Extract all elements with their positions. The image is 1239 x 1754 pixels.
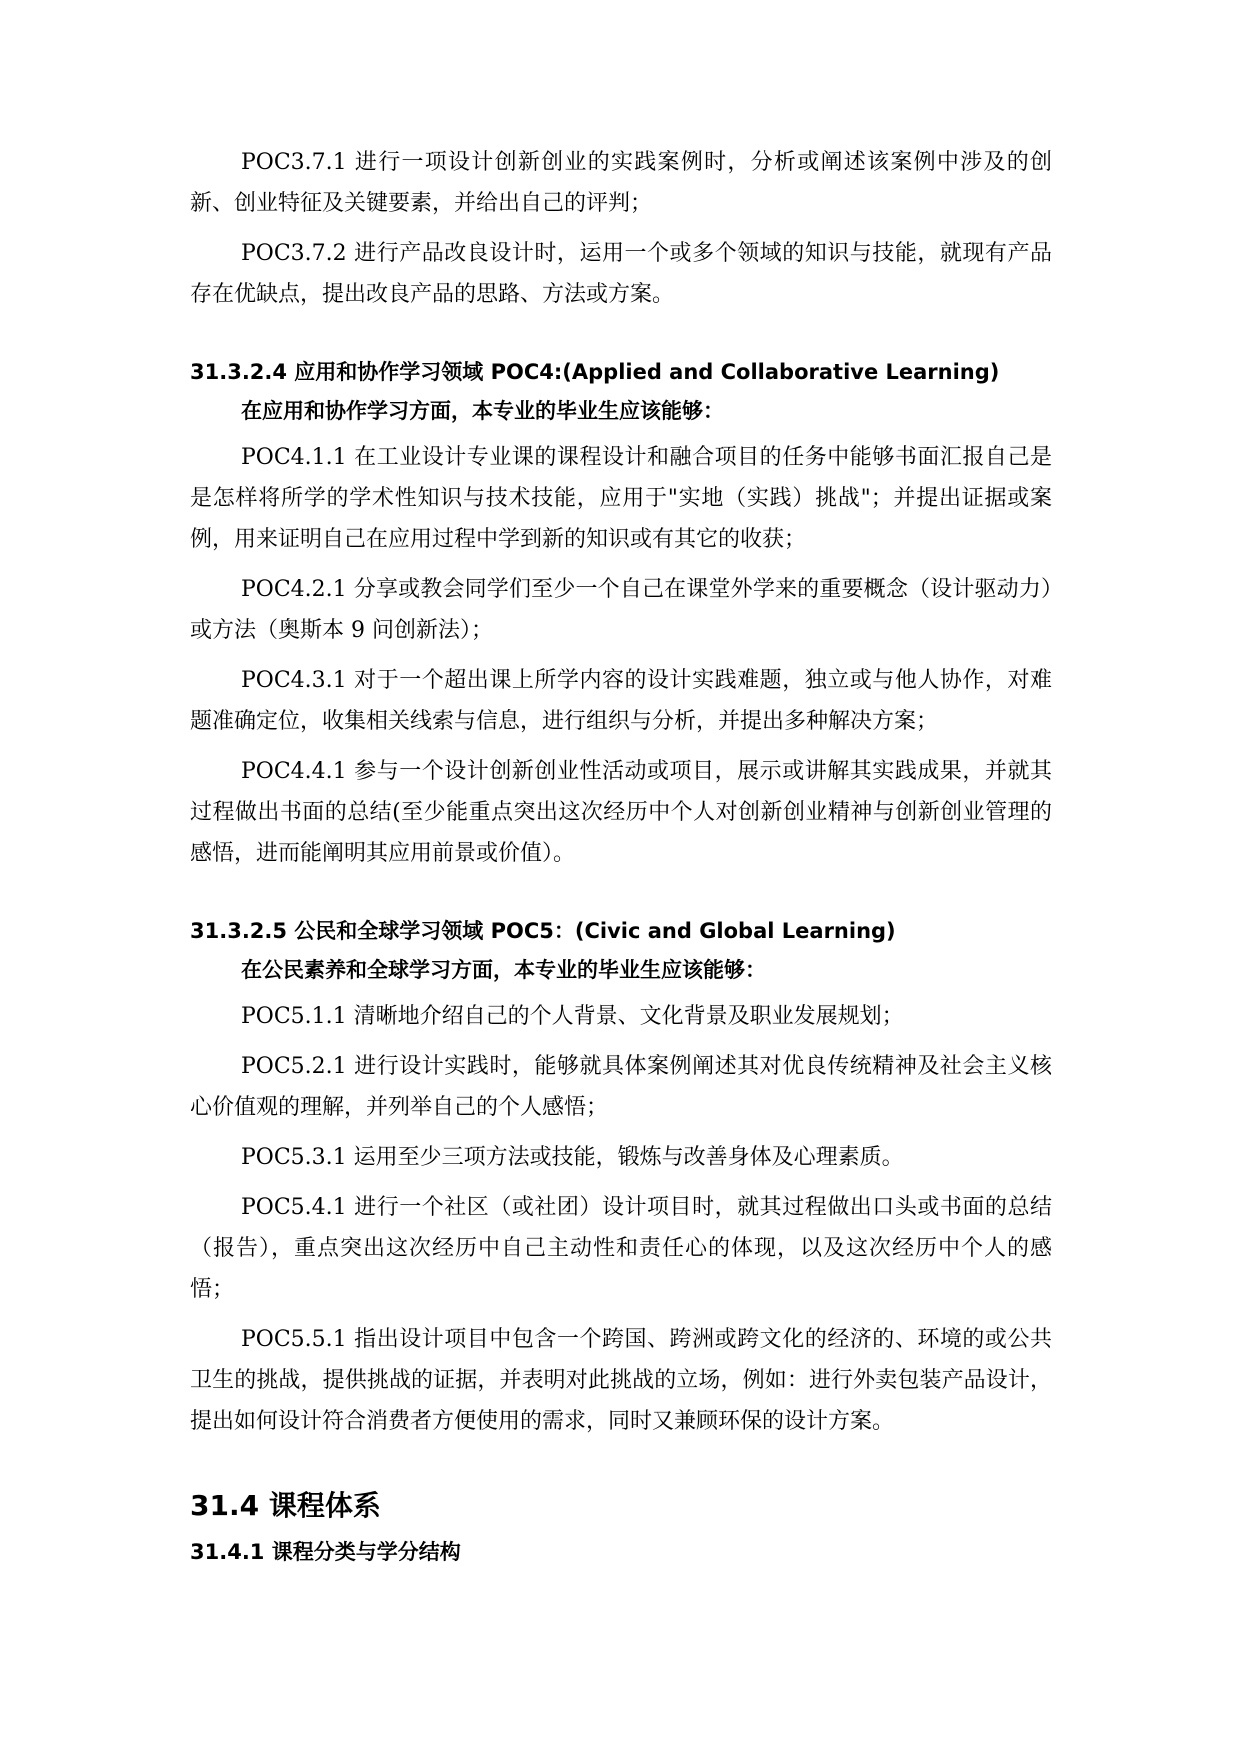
paragraph-poc5-2-1: POC5.2.1 进行设计实践时，能够就具体案例阐述其对优良传统精神及社会主义核心价值观的理解，并列举自己的个人感悟；: [190, 1054, 1052, 1120]
section-intro-poc4: 在应用和协作学习方面，本专业的毕业生应该能够：: [241, 399, 724, 423]
chapter-heading-course-system: 31.4 课程体系: [190, 1489, 381, 1522]
paragraph-poc5-5-1: POC5.5.1 指出设计项目中包含一个跨国、跨洲或跨文化的经济的、环境的或公共卫生的挑战，提供挑战的证据，并表明对此挑战的立场，例如：进行外卖包装产品设计，提出如何设计符合消费者方便使用的需求，同时又兼顾环保的设计方案。: [190, 1327, 1052, 1434]
paragraph-poc4-1-1: POC4.1.1 在工业设计专业课的课程设计和融合项目的任务中能够书面汇报自己是是怎样将所学的学术性知识与技术技能，应用于"实地（实践）挑战"；并提出证据或案例，用来证明自己在应用过程中学到新的知识或有其它的收获；: [190, 445, 1052, 552]
paragraph-poc3-7-2: POC3.7.2 进行产品改良设计时，运用一个或多个领域的知识与技能，就现有产品存在优缺点，提出改良产品的思路、方法或方案。: [190, 241, 1052, 307]
subheading-course-classification: 31.4.1 课程分类与学分结构: [190, 1540, 461, 1564]
section-heading-poc5: 31.3.2.5 公民和全球学习领域 POC5：(Civic and Global Learning): [190, 919, 896, 943]
paragraph-poc5-4-1: POC5.4.1 进行一个社区（或社团）设计项目时，就其过程做出口头或书面的总结（报告），重点突出这次经历中自己主动性和责任心的体现，以及这次经历中个人的感悟；: [190, 1195, 1052, 1302]
paragraph-poc5-1-1: POC5.1.1 清晰地介绍自己的个人背景、文化背景及职业发展规划；: [241, 1004, 904, 1029]
paragraph-poc4-4-1: POC4.4.1 参与一个设计创新创业性活动或项目，展示或讲解其实践成果，并就其过程做出书面的总结(至少能重点突出这次经历中个人对创新创业精神与创新创业管理的感悟，进而能阐明其应用前景或价值）。: [190, 759, 1052, 866]
paragraph-poc3-7-1: POC3.7.1 进行一项设计创新创业的实践案例时，分析或阐述该案例中涉及的创新、创业特征及关键要素，并给出自己的评判；: [190, 150, 1052, 216]
paragraph-poc4-3-1: POC4.3.1 对于一个超出课上所学内容的设计实践难题，独立或与他人协作，对难题准确定位，收集相关线索与信息，进行组织与分析，并提出多种解决方案；: [190, 668, 1052, 734]
section-intro-poc5: 在公民素养和全球学习方面，本专业的毕业生应该能够：: [241, 958, 766, 982]
paragraph-poc5-3-1: POC5.3.1 运用至少三项方法或技能，锻炼与改善身体及心理素质。: [241, 1145, 904, 1170]
document-body: [190, 142, 1052, 1572]
paragraph-poc4-2-1: POC4.2.1 分享或教会同学们至少一个自己在课堂外学来的重要概念（设计驱动力）或方法（奥斯本 9 问创新法）；: [190, 577, 1052, 643]
section-heading-poc4: 31.3.2.4 应用和协作学习领域 POC4:(Applied and Collaborative Learning): [190, 360, 1000, 384]
